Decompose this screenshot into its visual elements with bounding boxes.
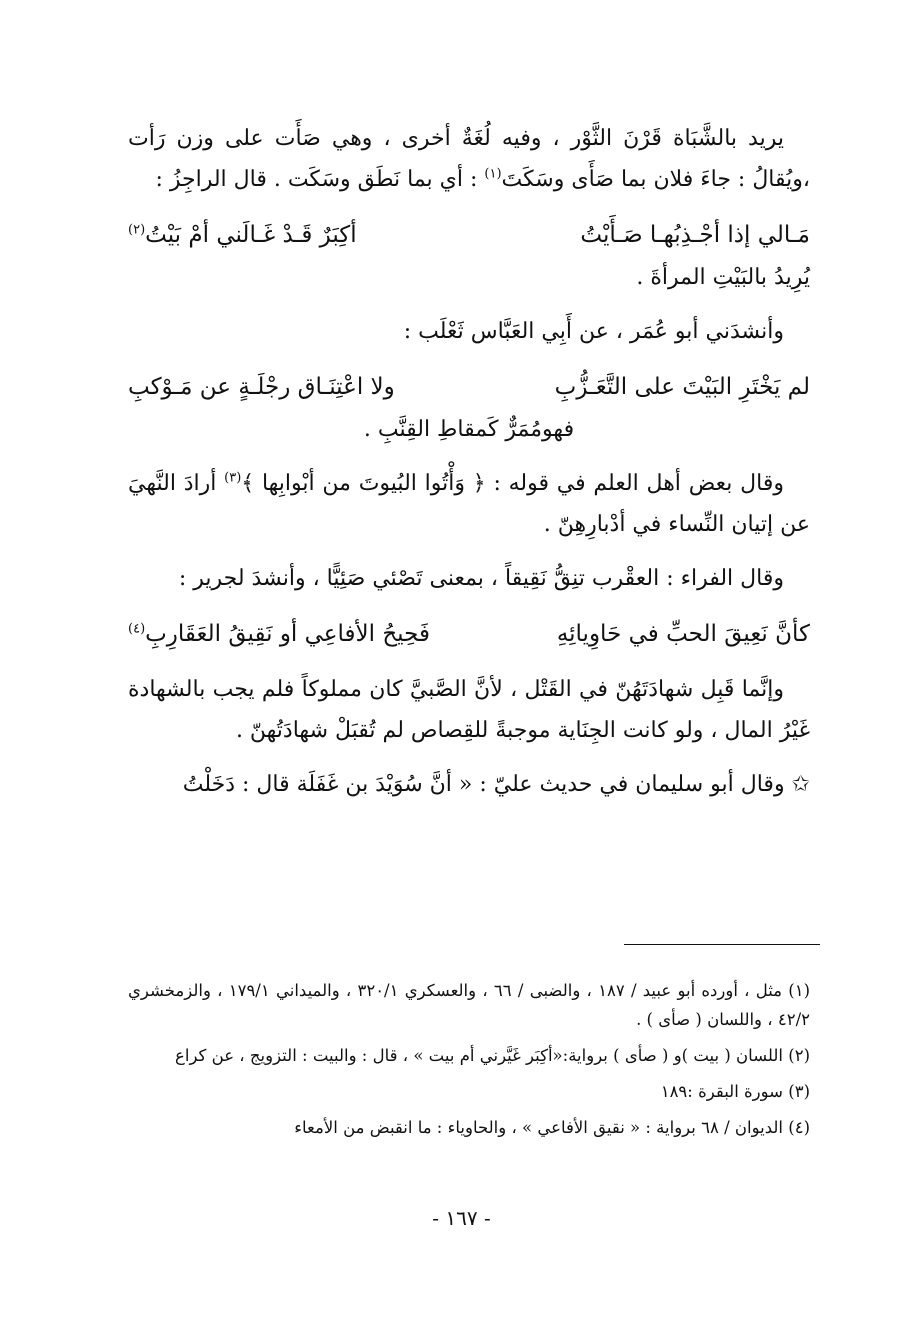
verse-3-first-hemistich: كأنَّ نَعِيقَ الحبِّ في حَاوِيائِهِ: [556, 621, 810, 647]
paragraph-4: فهومُمَرٌّ كَمقاطِ القِنَّبِ .: [363, 417, 575, 442]
verse-3-second-hemistich: فَحِيحُ الأفاعِي أو نَقِيقُ العَقَارِبِ$^{(٤)}$: [128, 621, 430, 647]
verse-2-second-hemistich: ولا اعْتِنَـاق رجْلَـةٍ عن مَـوْكبِ: [128, 374, 395, 400]
paragraph-5: وقال بعض أهل العلم في قوله : ﴿ وَأْتُوا البُيوتَ من أبْوابِها ﴾$^{(٣)}$ أرادَ النَّهيَ عن إتيان النِّساء في أدْبارِهِنّ .: [128, 470, 810, 537]
footnote-ref-3: (٣): [224, 470, 242, 486]
paragraph-1: يريد بالشَّبَاة قَرْنَ الثَّوْر ، وفيه لُغَةٌ أخرى ، وهي صَأَت على وزن رَأت ،ويُقالُ : جاءَ فلان بما صَأَى وسَكَتَ$^{(١)}$ : أي بما نَطَق وسَكَت . قال الراجِزُ :: [128, 126, 810, 192]
page-number: - ١٦٧ -: [432, 1206, 491, 1230]
footnote-separator: [624, 944, 820, 945]
main-text: [128, 118, 810, 805]
footnotes: [128, 976, 810, 1149]
footnote-1: (١) مثل ، أورده أبو عبيد / ١٨٧ ، والضبى / ٦٦ ، والعسكري ٣٢٠/١ ، والميداني ١٧٩/١ ، والزمخشري ٤٢/٢ ، واللسان ( صأى ) .: [128, 981, 811, 1029]
footnote-3: (٣) سورة البقرة :١٨٩: [660, 1082, 810, 1101]
verse-1-first-hemistich: مَـالي إذا أجْـذِبُهـا صَـأَيْتُ: [580, 222, 810, 248]
verse-1-second-hemistich: أكِبَرٌ قَـدْ غَـالَني أمْ بَيْتُ$^{(٢)}$: [128, 222, 357, 248]
footnote-ref-4: (٤): [128, 621, 146, 637]
verse-2: [128, 365, 810, 409]
footnote-ref-1: (١): [484, 166, 502, 182]
paragraph-7: وإنَّما قَبِل شهادَتَهُنّ في القَتْل ، لأنَّ الصَّبيَّ كان مملوكاً فلم يجب بالشهادة غَيْرُ المال ، ولو كانت الجِنَاية موجبةً للقِصاص لم تُقبَلْ شهادَتُهنّ .: [128, 677, 810, 743]
paragraph-2: يُرِيدُ بالبَيْتِ المرأةَ .: [636, 265, 810, 290]
footnote-2: (٢) اللسان ( بيت )و ( صأى ) برواية:«أكِبَر غَيَّرني أم بيت » ، قال : والبيت : التزويج ، عن كراع: [175, 1046, 810, 1065]
verse-1: [128, 213, 810, 257]
verse-2-first-hemistich: لم يَخْتَرِ البَيْتَ على التَّعَـزُّبِ: [554, 374, 810, 400]
paragraph-8: ✩ وقال أبو سليمان في حديث عليّ : « أنَّ سُوَيْدَ بن غَفَلَة قال : دَخَلْتُ: [182, 772, 810, 797]
paragraph-3: وأنشدَني أبو عُمَر ، عن أَبِي العَبَّاس ثَعْلَب :: [403, 319, 784, 344]
footnote-4: (٤) الديوان / ٦٨ برواية : « نقيق الأفاعي » ، والحاوياء : ما انقبض من الأمعاء: [294, 1118, 810, 1137]
paragraph-6: وقال الفراء : العقْرب تنِقُّ نَقِيقاً ، بمعنى تَصْئي صَئِيًّا ، وأنشدَ لجرير :: [178, 566, 784, 591]
verse-3: [128, 612, 810, 656]
footnote-ref-2: (٢): [128, 222, 146, 238]
